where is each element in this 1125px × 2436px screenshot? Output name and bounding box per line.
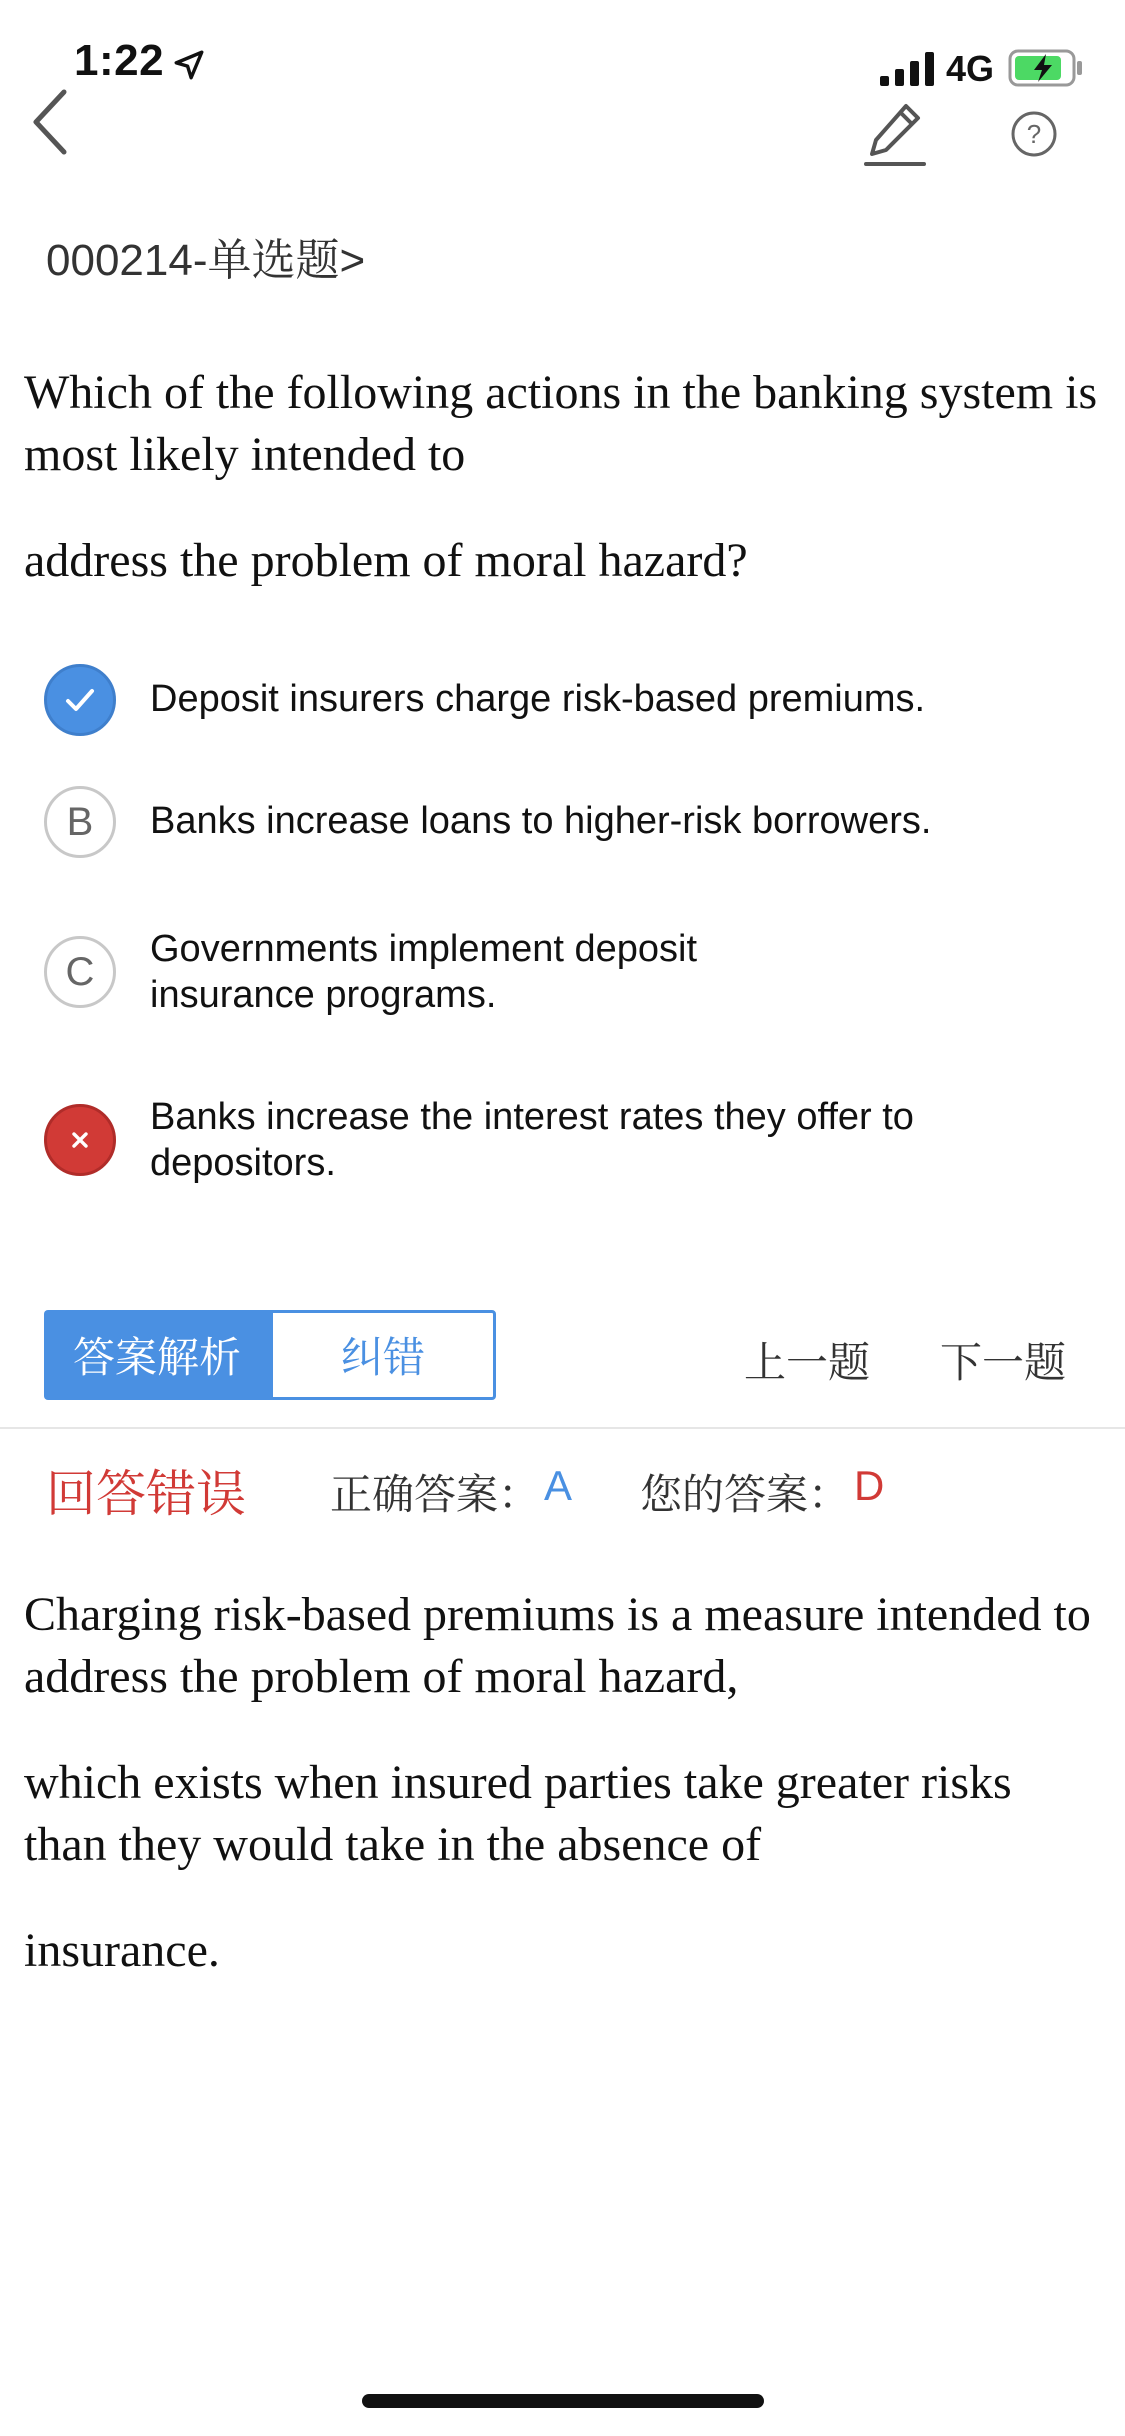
result-status: 回答错误 <box>46 1466 246 1522</box>
previous-question-button[interactable]: 上一题 <box>744 1339 871 1386</box>
explanation-paragraph: Charging risk-based premiums is a measure intended to address the problem of moral hazard, <box>24 1588 1091 1703</box>
question-paragraph: Which of the following actions in the banking system is most likely intended to <box>24 366 1098 481</box>
correct-answer-value: A <box>544 1462 573 1509</box>
explanation-paragraph: which exists when insured parties take greater risks than they would take in the absence of <box>24 1756 1012 1871</box>
status-time: 1:22 <box>74 36 165 85</box>
correct-answer-label: 正确答案： <box>330 1471 541 1518</box>
svg-text:?: ? <box>1026 119 1042 149</box>
explanation-text <box>24 1584 1104 1982</box>
option-d[interactable] <box>44 1094 1084 1186</box>
answer-analysis-button[interactable]: 答案解析 <box>44 1310 270 1400</box>
option-a[interactable] <box>44 664 1084 736</box>
question-text <box>24 362 1104 592</box>
option-text: Deposit insurers charge risk-based premiums. <box>150 678 926 720</box>
your-answer-label: 您的答案： <box>640 1471 851 1518</box>
explanation-paragraph: insurance. <box>24 1924 220 1977</box>
location-arrow-icon <box>172 48 206 82</box>
option-letter: C <box>44 936 116 1008</box>
option-letter: B <box>44 786 116 858</box>
question-paragraph: address the problem of moral hazard? <box>24 534 748 587</box>
option-c[interactable] <box>44 926 1084 1018</box>
your-answer-value: D <box>854 1462 885 1509</box>
question-circle-icon[interactable] <box>1010 110 1058 158</box>
cross-icon <box>44 1104 116 1176</box>
next-question-button[interactable]: 下一题 <box>940 1339 1067 1386</box>
option-text: Banks increase loans to higher-risk borrowers. <box>150 800 932 842</box>
check-icon <box>44 664 116 736</box>
back-button[interactable] <box>24 86 78 158</box>
pencil-icon[interactable] <box>862 100 932 170</box>
divider <box>0 1427 1125 1429</box>
option-b[interactable] <box>44 786 1084 858</box>
option-text: Banks increase the interest rates they offer to depositors. <box>150 1096 914 1184</box>
option-text: Governments implement deposit insurance programs. <box>150 928 698 1016</box>
report-error-button[interactable]: 纠错 <box>270 1310 496 1400</box>
home-indicator[interactable] <box>362 2394 764 2408</box>
battery-charging-icon <box>1008 48 1084 88</box>
network-type: 4G <box>946 48 995 89</box>
signal-bars-icon <box>880 52 936 86</box>
question-id-label[interactable]: 000214-单选题> <box>46 236 366 285</box>
